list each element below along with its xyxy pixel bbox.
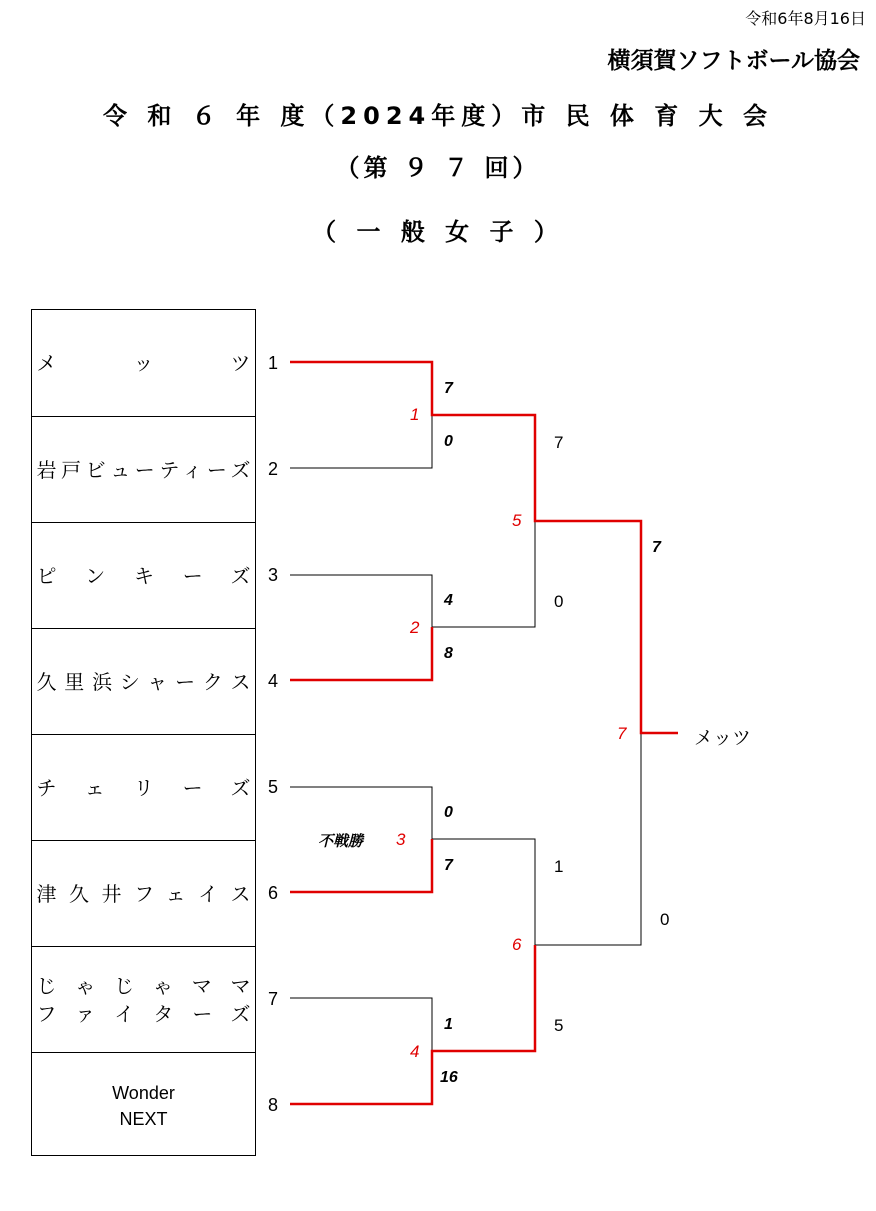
score: 0 [660, 910, 670, 929]
team-name-line1: Wonder [112, 1082, 175, 1103]
tournament-title: 令 和 ６ 年 度（2024年度）市 民 体 育 大 会 [103, 102, 773, 130]
bracket-line [432, 839, 535, 945]
game-number: 5 [512, 511, 522, 530]
bracket-line [432, 521, 535, 627]
score: 0 [444, 804, 453, 821]
edition-text: （第 ９ ７ 回） [335, 154, 541, 182]
seed-number: 3 [268, 565, 279, 585]
seed-number: 4 [268, 671, 279, 691]
winner-line [290, 945, 535, 1104]
champion-name: メッツ [694, 727, 752, 749]
score: 5 [554, 1016, 564, 1035]
game-number: 6 [512, 935, 522, 954]
date-text: 令和6年8月16日 [745, 9, 866, 28]
score: 1 [444, 1016, 453, 1033]
score: 7 [444, 380, 453, 397]
score: 7 [554, 433, 564, 452]
game-number: 3 [396, 830, 406, 849]
team-name: 津久井フェイス [36, 881, 251, 906]
seed-number: 5 [268, 777, 279, 797]
game-number: 7 [617, 724, 627, 743]
team-name: チェリーズ [36, 775, 251, 800]
score: 4 [444, 592, 453, 609]
score: 16 [440, 1069, 458, 1086]
team-name: ピンキーズ [36, 563, 251, 588]
score: 7 [652, 539, 661, 556]
seed-number: 8 [268, 1095, 279, 1115]
game-number: 4 [410, 1042, 420, 1061]
winner-line [290, 362, 678, 733]
game-number: 1 [410, 405, 420, 424]
team-name: 岩戸ビューティーズ [36, 457, 251, 482]
score: 7 [444, 857, 453, 874]
organization-name: 横須賀ソフトボール協会 [607, 48, 860, 74]
score: 0 [554, 592, 564, 611]
score: 1 [554, 857, 564, 876]
seed-number: 1 [268, 353, 279, 373]
game-number: 2 [410, 618, 420, 637]
division-text: （ 一 般 女 子 ） [312, 218, 564, 246]
team-name-line1: じゃじゃママ [36, 973, 251, 998]
team-name-line2: ファイターズ [36, 1001, 251, 1026]
team-name: メッツ [36, 351, 251, 375]
seed-number: 6 [268, 883, 279, 903]
team-name: 久里浜シャークス [36, 669, 251, 694]
walkover-note: 不戦勝 [318, 832, 364, 850]
seed-number: 2 [268, 459, 279, 479]
seed-number: 7 [268, 989, 279, 1009]
bracket-line [535, 733, 641, 945]
team-name-line2: NEXT [119, 1108, 168, 1129]
score: 8 [444, 645, 453, 662]
score: 0 [444, 433, 453, 450]
